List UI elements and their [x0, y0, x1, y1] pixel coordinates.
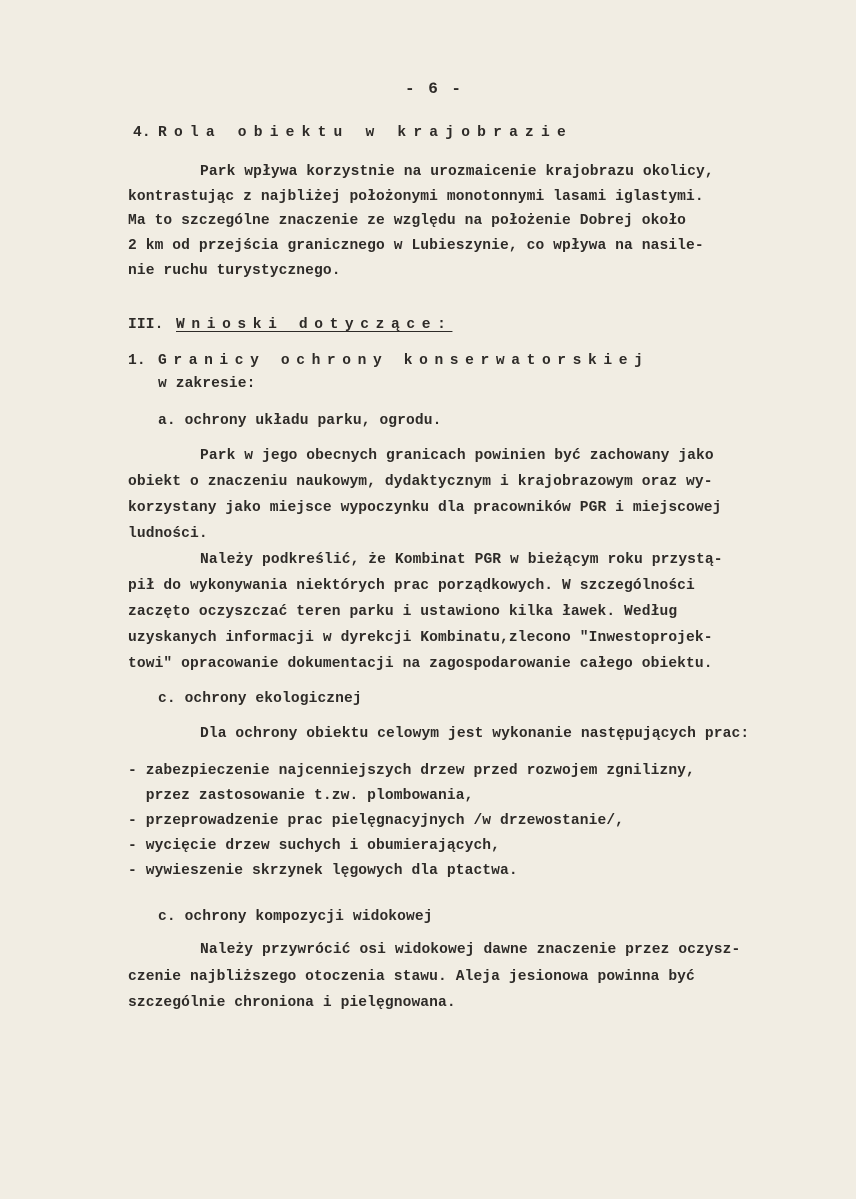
sub-a-para2-line-1: Należy podkreślić, że Kombinat PGR w bieżącym roku przystą-	[200, 552, 723, 568]
section-4-title: Rola obiektu w krajobrazie	[158, 125, 573, 141]
section-4-line-5: nie ruchu turystycznego.	[128, 263, 341, 279]
sub-a-label: a. ochrony układu parku, ogrodu.	[158, 413, 442, 429]
sub-a-line-4: ludności.	[128, 526, 208, 542]
sub-b-bullet-1: - zabezpieczenie najcenniejszych drzew przed rozwojem zgnilizny,	[128, 763, 695, 779]
sub-b-bullet-4: - wywieszenie skrzynek lęgowych dla ptactwa.	[128, 863, 518, 879]
sub-c-line-1: Należy przywrócić osi widokowej dawne znaczenie przez oczysz-	[200, 942, 741, 958]
section-3-title: Wnioski dotyczące:	[176, 317, 453, 333]
sub-a-para2-line-2: pił do wykonywania niektórych prac porządkowych. W szczególności	[128, 578, 695, 594]
section-4-line-3: Ma to szczególne znaczenie ze względu na położenie Dobrej około	[128, 213, 687, 229]
sub-c-line-2: czenie najbliższego otoczenia stawu. Aleja jesionowa powinna być	[128, 969, 695, 985]
section-4-line-4: 2 km od przejścia granicznego w Lubieszynie, co wpływa na nasile-	[128, 238, 704, 254]
section-4-number: 4.	[133, 125, 151, 141]
sub-a-para2-line-4: uzyskanych informacji w dyrekcji Kombinatu,zlecono "Inwestoprojek-	[128, 630, 713, 646]
sub-a-line-1: Park w jego obecnych granicach powinien być zachowany jako	[200, 448, 714, 464]
page-number: - 6 -	[405, 80, 464, 98]
sub-c-label: c. ochrony kompozycji widokowej	[158, 909, 433, 925]
item-1-number: 1.	[128, 353, 146, 369]
sub-a-para2-line-3: zaczęto oczyszczać teren parku i ustawiono kilka ławek. Według	[128, 604, 678, 620]
section-3-number: III.	[128, 317, 164, 333]
sub-a-line-2: obiekt o znaczeniu naukowym, dydaktycznym i krajobrazowym oraz wy-	[128, 474, 713, 490]
section-4-line-2: kontrastując z najbliżej położonymi monotonnymi lasami iglastymi.	[128, 189, 704, 205]
item-1-title: Granicy ochrony konserwatorskiej	[158, 353, 650, 369]
item-1-subtitle: w zakresie:	[158, 376, 256, 392]
sub-b-bullet-1-cont: przez zastosowanie t.zw. plombowania,	[128, 788, 474, 804]
section-4-line-1: Park wpływa korzystnie na urozmaicenie krajobrazu okolicy,	[200, 164, 714, 180]
sub-c-line-3: szczególnie chroniona i pielęgnowana.	[128, 995, 456, 1011]
sub-b-bullet-2: - przeprowadzenie prac pielęgnacyjnych /w drzewostanie/,	[128, 813, 625, 829]
sub-b-label: c. ochrony ekologicznej	[158, 691, 362, 707]
sub-b-bullet-3: - wycięcie drzew suchych i obumierających,	[128, 838, 501, 854]
sub-b-intro: Dla ochrony obiektu celowym jest wykonanie następujących prac:	[200, 726, 750, 742]
sub-a-line-3: korzystany jako miejsce wypoczynku dla pracowników PGR i miejscowej	[128, 500, 722, 516]
sub-a-para2-line-5: towi" opracowanie dokumentacji na zagospodarowanie całego obiektu.	[128, 656, 713, 672]
